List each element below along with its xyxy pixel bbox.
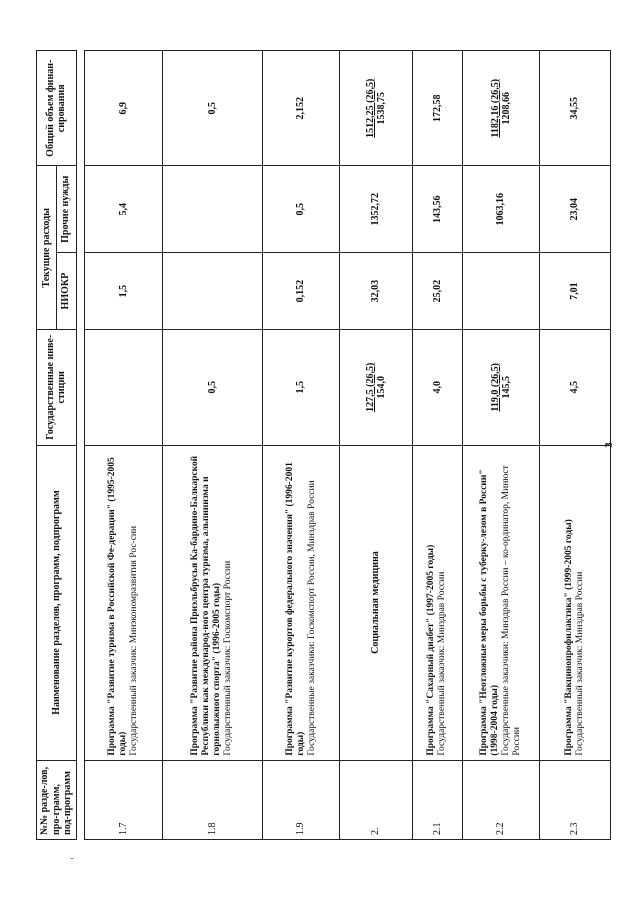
program-title: Программа "Развитие туризма в Российской Фе-дерации" (1995-2005 годы) [107,457,129,756]
header-current: Текущие расходы [37,166,57,330]
header-other: Прочие нужды [56,166,76,253]
niokr-cell: 25,02 [412,253,462,330]
row-number: 2.2 [462,760,540,839]
header-total: Общий объем финан-сирования [37,51,77,167]
row-number: 2.1 [412,760,462,839]
niokr-cell: 7,01 [540,253,610,330]
row-number: 1.7 [85,760,163,839]
table-row [540,51,610,840]
invest-value: 127,5 (26,5) [364,362,376,412]
row-number: 2. [340,760,413,839]
scan-speck [70,858,74,859]
row-description [412,445,462,760]
row-number: 1.9 [262,760,340,839]
other-cell [162,166,262,253]
invest-cell [462,330,540,445]
niokr-cell: 32,03 [340,253,413,330]
other-cell: 1063,16 [462,166,540,253]
page-number: 3 [602,442,615,448]
program-customer: Государственные заказчики: Минздрав России – ко-ординатор, Минюст России [501,465,523,756]
row-description [162,445,262,760]
header-num: №№ разде-лов, про-грамм, под-программ [37,760,77,839]
program-title: Программа "Неотложные меры борьбы с туберку-лезом в России" (1998-2004 годы) [479,469,501,756]
total-cell: 6,9 [85,51,163,167]
niokr-cell: 0,152 [262,253,340,330]
program-title: Программа "Вакцинопрофилактика" (1999-2005 годы) [564,519,575,756]
table-row [340,51,413,840]
row-description [262,445,340,760]
program-title: Программа "Развитие курортов федерального значения" (1996-2001 годы) [284,462,306,756]
invest-cell: 4,0 [412,330,462,445]
spacer-row [76,51,85,840]
table-row [162,51,262,840]
table-row [462,51,540,840]
total-cell: 34,55 [540,51,610,167]
invest-cell: 0,5 [162,330,262,445]
other-cell: 1352,72 [340,166,413,253]
row-description [540,445,610,760]
row-description [462,445,540,760]
total-cell: 2,152 [262,51,340,167]
financing-table [36,50,611,840]
program-customer: Государственный заказчик: Минздрав России [437,571,448,756]
program-customer: Государственные заказчики: Госкомспорт России, Минздрав России [306,480,317,756]
total-subvalue: 1208,66 [501,92,513,125]
program-title: Программа "Развитие района Приэльбрусья Ка-бардино-Балкарской Республики как международ-ного центра туризма, альпинизма и горнолыжного спорта" (1996-2005 годы) [190,455,223,756]
total-value: 1512,25 (26,5) [364,78,376,138]
header-invest: Государственные инве-стиции [37,330,77,445]
invest-cell [85,330,163,445]
total-cell [462,51,540,167]
invest-cell: 1,5 [262,330,340,445]
other-cell: 23,04 [540,166,610,253]
program-title: Программа "Сахарный диабет" (1997-2005 годы) [426,544,437,756]
other-cell: 5,4 [85,166,163,253]
total-cell: 172,58 [412,51,462,167]
rotated-table-wrapper [36,50,604,840]
invest-value: 119,0 (26,5) [489,362,501,412]
section-title: Социальная медицина [340,445,413,760]
program-customer: Государственный заказчик: Минздрав России [574,571,585,756]
table-row [262,51,340,840]
total-value: 1182,16 (26,5) [489,78,501,138]
invest-subvalue: 145,5 [501,376,513,399]
other-cell: 143,56 [412,166,462,253]
total-cell: 0,5 [162,51,262,167]
table-row [412,51,462,840]
niokr-cell: 1,5 [85,253,163,330]
header-row-1 [37,51,57,840]
total-cell [340,51,413,167]
table-row [85,51,163,840]
program-customer: Государственный заказчик: Минэкономразвития Рос-сии [128,525,139,756]
niokr-cell [462,253,540,330]
header-niokr: НИОКР [56,253,76,330]
total-subvalue: 1538,75 [376,92,388,125]
niokr-cell [162,253,262,330]
invest-cell: 4,5 [540,330,610,445]
invest-cell [340,330,413,445]
other-cell: 0,5 [262,166,340,253]
header-name: Наименование разделов, программ, подпрограмм [37,445,77,760]
row-description [85,445,163,760]
program-customer: Государственный заказчик: Госкомспорт России [223,560,234,756]
row-number: 1.8 [162,760,262,839]
invest-subvalue: 154,0 [376,376,388,399]
row-number: 2.3 [540,760,610,839]
